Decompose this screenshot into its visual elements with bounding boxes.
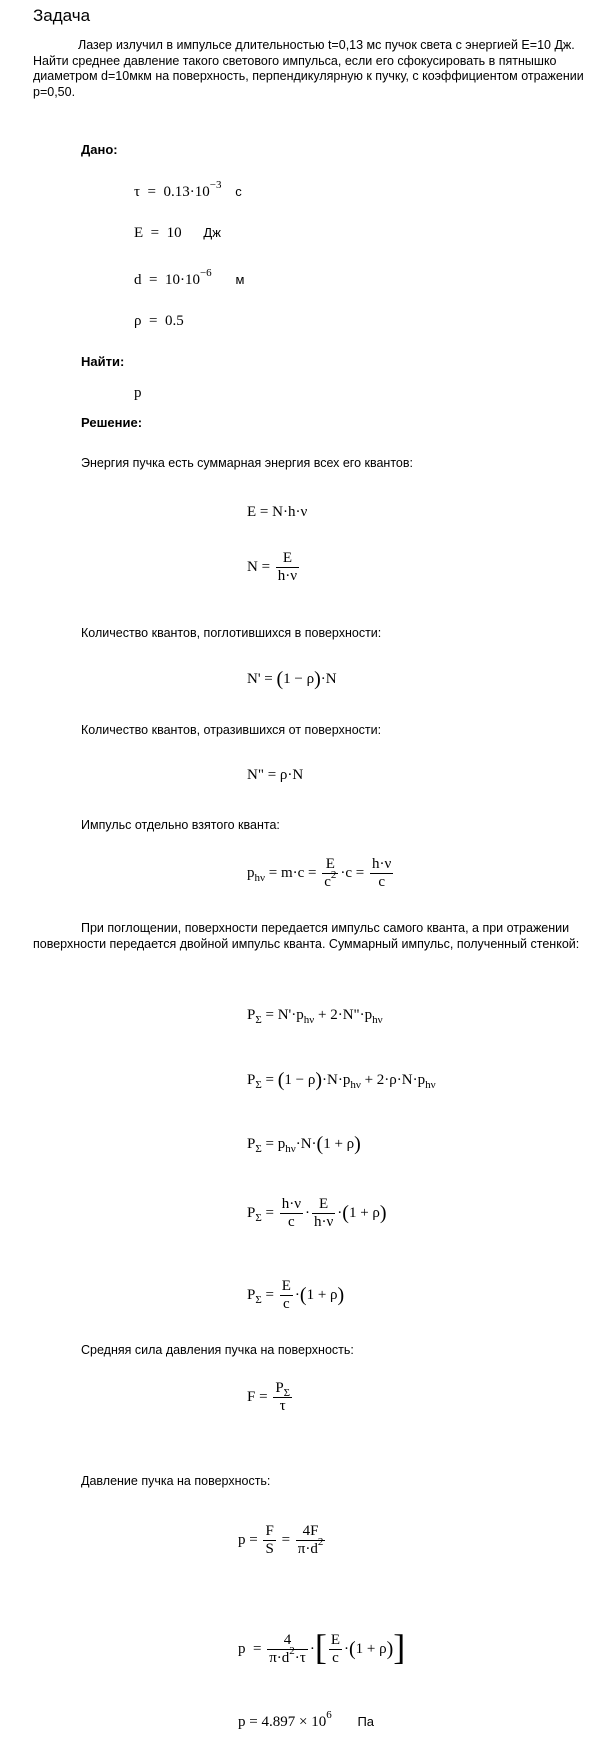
formula-sum-1: $P_\Sigma = N'\cdot p_{h\nu}$ + $2\cdot N"\cdot p_{h\nu}$ xyxy=(247,1007,383,1026)
solution-heading: Решение: xyxy=(81,415,143,430)
given-energy: E = 10 Дж xyxy=(134,225,221,241)
find-variable: p xyxy=(134,385,142,401)
formula-absorbed: N' = (1 − ρ)·N xyxy=(247,668,337,690)
text-energy: Энергия пучка есть суммарная энергия всех его квантов: xyxy=(81,456,413,470)
formula-sum-2: $P_\Sigma = (1 - \rho)\cdot N\cdot p_{h\nu} + 2\cdot\rho\cdot N\cdot p_{h\nu}$ xyxy=(247,1069,436,1091)
formula-energy: E = N·h·ν xyxy=(247,504,308,520)
formula-photon-momentum: $p_{h\nu} = m\cdot c$ = $\frac{E}{c^2}$ ·c = $\frac{h\cdot\nu}{c}$ xyxy=(247,856,392,890)
given-heading: Дано: xyxy=(81,142,118,157)
formula-quanta-count: N = $\frac{E}{h\cdot\nu}$ xyxy=(247,550,298,584)
text-absorbed: Количество квантов, поглотившихся в поверхности: xyxy=(81,626,382,640)
formula-pressure-1: p = $\frac{F}{S}$ = $\frac{4F}{\pi\cdot d^2}$ xyxy=(238,1523,324,1557)
formula-sum-3: $P_\Sigma = p_{h\nu}\cdot N\cdot(1 + \rho)$ xyxy=(247,1133,361,1155)
formula-sum-4: $P_\Sigma$ = $\frac{h\cdot\nu}{c}$ · $\frac{E}{h\cdot\nu}$ ·(1 + ρ) xyxy=(247,1196,387,1230)
result-line: $p = 4.897 \times 10^6$ Па xyxy=(238,1709,375,1730)
problem-text: Лазер излучил в импульсе длительностью t=0,13 мс пучок света с энергией E=10 Дж. Найти среднее давление такого светового импульса, если его сфокусировать в пятнышко диаметром d=10мкм на поверхность, перпендикулярную к пучку, с коэффициентом отражении p=0,50. xyxy=(33,38,584,99)
given-tau: $\tau = 0.13\cdot 10^{-3}$ с xyxy=(134,179,242,200)
page-title: Задача xyxy=(33,6,91,25)
formula-sum-5: $P_\Sigma$ = $\frac{E}{c}$ ·(1 + ρ) xyxy=(247,1278,345,1312)
text-reflected: Количество квантов, отразившихся от поверхности: xyxy=(81,723,382,737)
find-heading: Найти: xyxy=(81,354,125,369)
formula-reflected: N" = ρ·N xyxy=(247,767,304,783)
text-force: Средняя сила давления пучка на поверхность: xyxy=(81,1343,354,1357)
text-momentum: Импульс отдельно взятого кванта: xyxy=(81,818,280,832)
given-diameter: $d = 10\cdot 10^{-6}$ м xyxy=(134,267,245,288)
formula-force: F = $\frac{P_\Sigma}{\tau}$ xyxy=(247,1380,291,1414)
formula-pressure-2: p = $\frac{4}{\pi\cdot d^2\cdot\tau}$ ·[ $\frac{E}{c}$ ·(1 + ρ)] xyxy=(238,1627,406,1667)
given-rho: ρ = 0.5 xyxy=(134,313,184,329)
text-total-momentum: При поглощении, поверхности передается импульс самого кванта, а при отражении поверхности передается двойной импульс кванта. Суммарный импульс, полученный стенкой: xyxy=(33,921,580,951)
problem-statement xyxy=(33,38,603,100)
text-pressure: Давление пучка на поверхность: xyxy=(81,1474,271,1488)
